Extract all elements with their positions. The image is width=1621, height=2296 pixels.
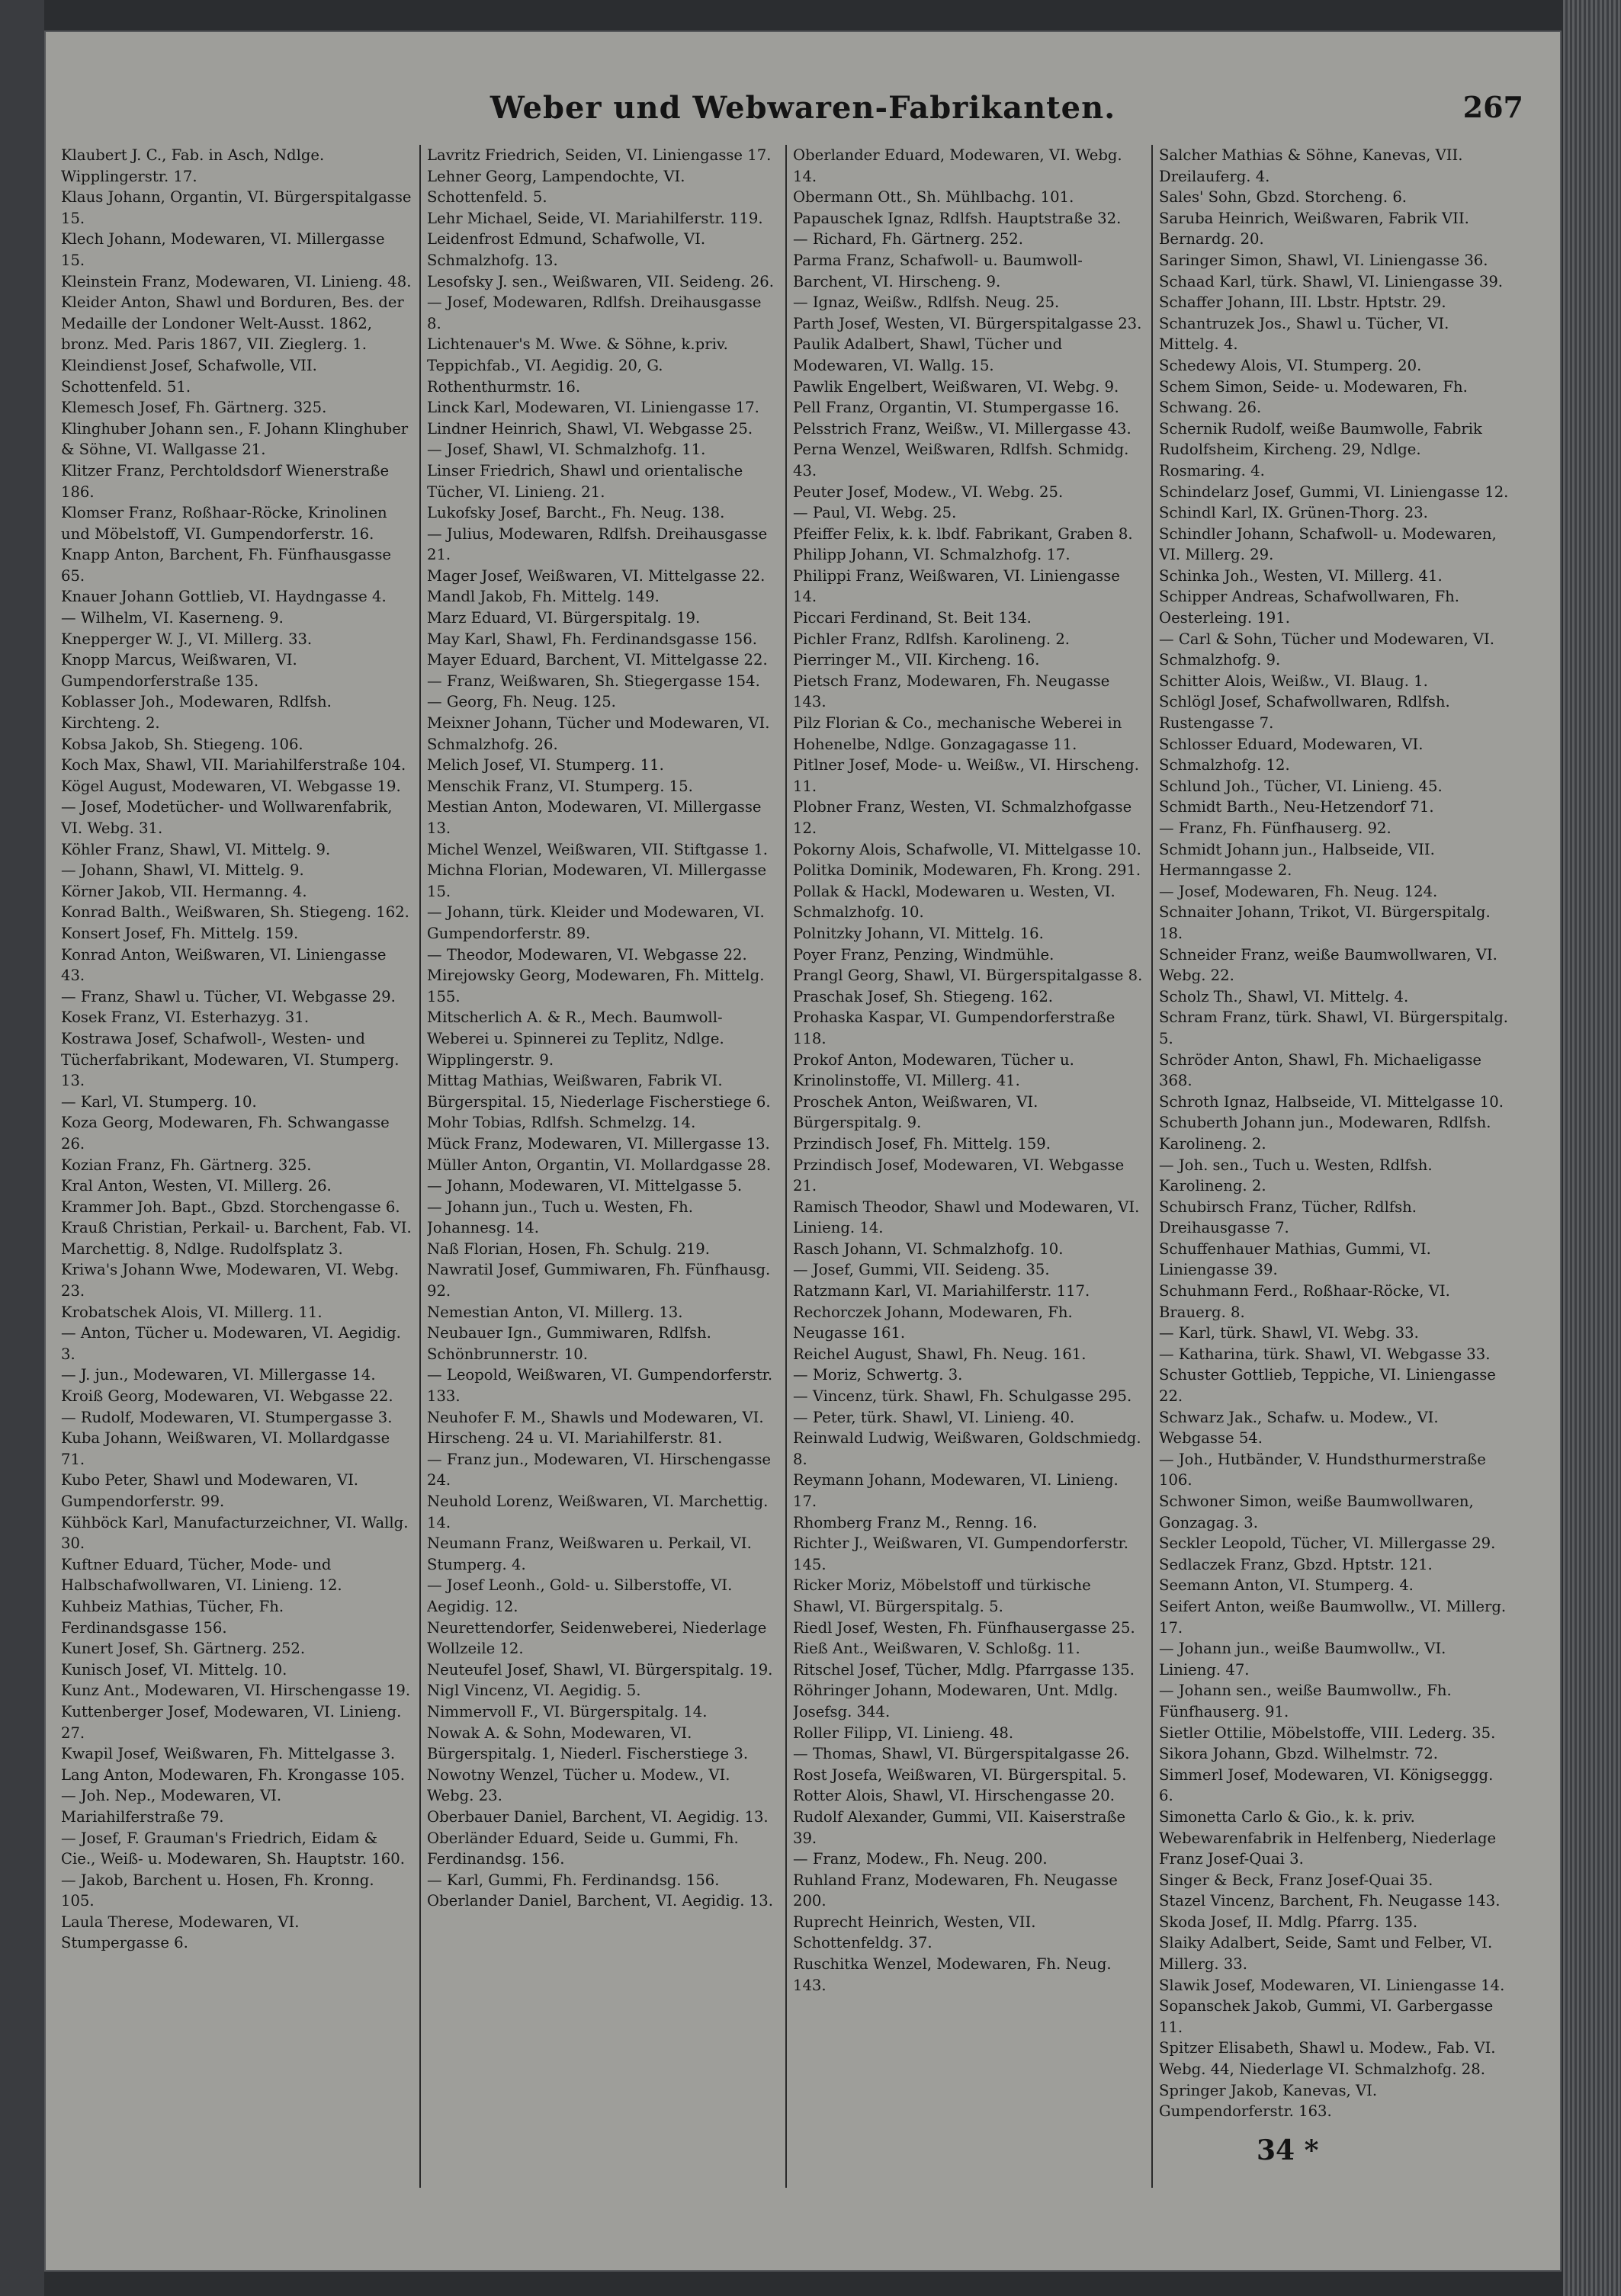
directory-entry: Schuhmann Ferd., Roßhaar-Röcke, VI. Brauerg. 8. bbox=[1159, 1282, 1450, 1321]
directory-entry: Schernik Rudolf, weiße Baumwolle, Fabrik Rudolfsheim, Kircheng. 29, Ndlge. Rosmaring. 4. bbox=[1159, 419, 1482, 479]
directory-entry: — Jakob, Barchent u. Hosen, Fh. Kronng. 105. bbox=[61, 1871, 374, 1910]
directory-entry: Knapp Anton, Barchent, Fh. Fünfhausgasse 65. bbox=[61, 546, 392, 585]
directory-entry: Parma Franz, Schafwoll- u. Baumwoll-Barchent, VI. Hirscheng. 9. bbox=[793, 251, 1083, 290]
directory-entry: Neubauer Ign., Gummiwaren, Rdlfsh. Schönbrunnerstr. 10. bbox=[427, 1324, 711, 1363]
directory-entry: Schem Simon, Seide- u. Modewaren, Fh. Schwang. 26. bbox=[1159, 377, 1468, 417]
directory-entry: Roller Filipp, VI. Linieng. 48. bbox=[793, 1724, 1014, 1742]
directory-entry: Laula Therese, Modewaren, VI. Stumpergasse 6. bbox=[61, 1913, 300, 1952]
directory-entry: Kleider Anton, Shawl und Borduren, Bes. der Medaille der Londoner Welt-Ausst. 1862, bronz. Med. Paris 1867, VII. Zieglerg. 1. bbox=[61, 293, 404, 354]
directory-entry: Reymann Johann, Modewaren, VI. Linieng. 17. bbox=[793, 1471, 1119, 1510]
directory-entry: Mittag Mathias, Weißwaren, Fabrik VI. Bürgerspital. 15, Niederlage Fischerstiege 6. bbox=[427, 1072, 771, 1111]
directory-entry: Rasch Johann, VI. Schmalzhofg. 10. bbox=[793, 1239, 1064, 1258]
directory-entry: Nigl Vincenz, VI. Aegidig. 5. bbox=[427, 1682, 641, 1700]
directory-entry: Linck Karl, Modewaren, VI. Liniengasse 17. bbox=[427, 399, 759, 417]
directory-entry: Schipper Andreas, Schafwollwaren, Fh. Oesterleing. 191. bbox=[1159, 588, 1460, 627]
directory-entry: Nemestian Anton, VI. Millerg. 13. bbox=[427, 1303, 683, 1321]
directory-entry: Poyer Franz, Penzing, Windmühle. bbox=[793, 945, 1054, 964]
directory-entry: — Richard, Fh. Gärtnerg. 252. bbox=[793, 230, 1023, 249]
directory-entry: — Julius, Modewaren, Rdlfsh. Dreihausgasse 21. bbox=[427, 524, 768, 564]
directory-entry: Schneider Franz, weiße Baumwollwaren, VI. Webg. 22. bbox=[1159, 945, 1497, 985]
directory-entry: — Karl, VI. Stumperg. 10. bbox=[61, 1092, 257, 1111]
directory-entry: Schaffer Johann, III. Lbstr. Hptstr. 29. bbox=[1159, 293, 1446, 312]
directory-entry: Plobner Franz, Westen, VI. Schmalzhofgasse 12. bbox=[793, 798, 1132, 837]
directory-entry: Reichel August, Shawl, Fh. Neug. 161. bbox=[793, 1345, 1087, 1363]
directory-entry: Nawratil Josef, Gummiwaren, Fh. Fünfhausg. 92. bbox=[427, 1261, 771, 1300]
directory-entry: — Josef, Shawl, VI. Schmalzhofg. 11. bbox=[427, 441, 706, 459]
directory-entry: Kuhbeiz Mathias, Tücher, Fh. Ferdinandsgasse 156. bbox=[61, 1597, 284, 1637]
directory-entry: Kubo Peter, Shawl und Modewaren, VI. Gumpendorferstr. 99. bbox=[61, 1471, 359, 1510]
directory-entry: Rotter Alois, Shawl, VI. Hirschengasse 20. bbox=[793, 1787, 1115, 1805]
directory-entry: Ricker Moriz, Möbelstoff und türkische Shawl, VI. Bürgerspitalg. 5. bbox=[793, 1576, 1091, 1615]
directory-entry: Knepperger W. J., VI. Millerg. 33. bbox=[61, 630, 313, 648]
directory-entry: Rhomberg Franz M., Renng. 16. bbox=[793, 1513, 1038, 1531]
directory-entry: — Josef, F. Grauman's Friedrich, Eidam & Cie., Weiß- u. Modewaren, Sh. Hauptstr. 160. bbox=[61, 1829, 405, 1868]
column-divider bbox=[419, 145, 421, 2188]
directory-entry: Stazel Vincenz, Barchent, Fh. Neugasse 143. bbox=[1159, 1892, 1501, 1910]
directory-entry: Slawik Josef, Modewaren, VI. Liniengasse 14. bbox=[1159, 1976, 1505, 1994]
directory-entry: — Johann jun., Tuch u. Westen, Fh. Johannesg. 14. bbox=[427, 1198, 694, 1237]
directory-entry: Kriwa's Johann Wwe, Modewaren, VI. Webg. 23. bbox=[61, 1261, 400, 1300]
directory-entry: Sopanschek Jakob, Gummi, VI. Garbergasse 11. bbox=[1159, 1997, 1494, 2036]
directory-entry: Röhringer Johann, Modewaren, Unt. Mdlg. Josefsg. 344. bbox=[793, 1682, 1119, 1720]
directory-entry: Pietsch Franz, Modewaren, Fh. Neugasse 143. bbox=[793, 672, 1110, 711]
directory-entry: Schlosser Eduard, Modewaren, VI. Schmalzhofg. 12. bbox=[1159, 735, 1424, 774]
directory-entry: Kuftner Eduard, Tücher, Mode- und Halbschafwollwaren, VI. Linieng. 12. bbox=[61, 1555, 342, 1595]
directory-entry: Klemesch Josef, Fh. Gärtnerg. 325. bbox=[61, 399, 327, 417]
directory-entry: Seemann Anton, VI. Stumperg. 4. bbox=[1159, 1576, 1414, 1595]
directory-entry: Mück Franz, Modewaren, VI. Millergasse 13. bbox=[427, 1134, 770, 1153]
directory-entry: Meixner Johann, Tücher und Modewaren, VI. Schmalzhofg. 26. bbox=[427, 714, 770, 753]
directory-entry: Schindler Johann, Schafwoll- u. Modewaren, VI. Millerg. 29. bbox=[1159, 524, 1497, 564]
directory-entry: — Carl & Sohn, Tücher und Modewaren, VI. Schmalzhofg. 9. bbox=[1159, 630, 1495, 669]
directory-entry: Schuffenhauer Mathias, Gummi, VI. Liniengasse 39. bbox=[1159, 1239, 1431, 1279]
directory-entry: Schindl Karl, IX. Grünen-Thorg. 23. bbox=[1159, 504, 1428, 522]
directory-entry: Michna Florian, Modewaren, VI. Millergasse 15. bbox=[427, 861, 767, 900]
directory-entry: Sedlaczek Franz, Gbzd. Hptstr. 121. bbox=[1159, 1555, 1433, 1573]
directory-entry: Rechorczek Johann, Modewaren, Fh. Neugasse 161. bbox=[793, 1303, 1073, 1342]
directory-entry: Sales' Sohn, Gbzd. Storcheng. 6. bbox=[1159, 188, 1408, 207]
directory-entry: Nowotny Wenzel, Tücher u. Modew., VI. Webg. 23. bbox=[427, 1765, 730, 1805]
directory-entry: Kwapil Josef, Weißwaren, Fh. Mittelgasse 3. bbox=[61, 1745, 396, 1763]
directory-columns bbox=[61, 145, 1533, 2203]
page-header bbox=[44, 90, 1562, 143]
directory-entry: Proschek Anton, Weißwaren, VI. Bürgerspitalg. 9. bbox=[793, 1092, 1038, 1132]
directory-entry: Peuter Josef, Modew., VI. Webg. 25. bbox=[793, 483, 1064, 501]
directory-entry: Pell Franz, Organtin, VI. Stumpergasse 16. bbox=[793, 399, 1119, 417]
directory-entry: Koblasser Joh., Modewaren, Rdlfsh. Kirchteng. 2. bbox=[61, 693, 332, 733]
directory-entry: Simmerl Josef, Modewaren, VI. Königseggg. 6. bbox=[1159, 1765, 1494, 1805]
directory-entry: Kuttenberger Josef, Modewaren, VI. Linieng. 27. bbox=[61, 1702, 402, 1742]
directory-entry: Pelsstrich Franz, Weißw., VI. Millergasse 43. bbox=[793, 419, 1131, 438]
directory-entry: Reinwald Ludwig, Weißwaren, Goldschmiedg. 8. bbox=[793, 1429, 1141, 1468]
directory-entry: Lichtenauer's M. Wwe. & Söhne, k.priv. Teppichfab., VI. Aegidig. 20, G. Rothenthurmstr. 16. bbox=[427, 335, 728, 396]
directory-entry: Seifert Anton, weiße Baumwollw., VI. Millerg. 17. bbox=[1159, 1597, 1507, 1637]
directory-entry: Krammer Joh. Bapt., Gbzd. Storchengasse 6. bbox=[61, 1198, 400, 1216]
directory-entry: Schantruzek Jos., Shawl u. Tücher, VI. Mittelg. 4. bbox=[1159, 314, 1449, 354]
directory-entry: Oberlander Eduard, Modewaren, VI. Webg. 14. bbox=[793, 146, 1122, 185]
directory-entry: Oberlander Daniel, Barchent, VI. Aegidig. 13. bbox=[427, 1892, 773, 1910]
directory-entry: Klinghuber Johann sen., F. Johann Klinghuber & Söhne, VI. Wallgasse 21. bbox=[61, 419, 409, 459]
printer-signature: 34 * bbox=[1257, 2134, 1319, 2166]
directory-entry: Oberländer Eduard, Seide u. Gummi, Fh. Ferdinandsg. 156. bbox=[427, 1829, 739, 1868]
directory-entry: — Johann jun., weiße Baumwollw., VI. Linieng. 47. bbox=[1159, 1640, 1446, 1679]
directory-entry: Schmidt Johann jun., Halbseide, VII. Hermanngasse 2. bbox=[1159, 840, 1435, 880]
directory-entry: Schlögl Josef, Schafwollwaren, Rdlfsh. Rustengasse 7. bbox=[1159, 693, 1450, 733]
directory-entry: Mestian Anton, Modewaren, VI. Millergasse 13. bbox=[427, 798, 762, 837]
directory-entry: Pichler Franz, Rdlfsh. Karolineng. 2. bbox=[793, 630, 1071, 648]
directory-entry: Schröder Anton, Shawl, Fh. Michaeligasse 368. bbox=[1159, 1050, 1481, 1090]
directory-entry: Mohr Tobias, Rdlfsh. Schmelzg. 14. bbox=[427, 1114, 696, 1132]
directory-entry: — Anton, Tücher u. Modewaren, VI. Aegidig. 3. bbox=[61, 1324, 401, 1363]
directory-entry: Michel Wenzel, Weißwaren, VII. Stiftgasse 1. bbox=[427, 840, 769, 858]
directory-entry: Schnaiter Johann, Trikot, VI. Bürgerspitalg. 18. bbox=[1159, 903, 1491, 942]
directory-entry: Neumann Franz, Weißwaren u. Perkail, VI. Stumperg. 4. bbox=[427, 1534, 752, 1573]
directory-entry: Lukofsky Josef, Barcht., Fh. Neug. 138. bbox=[427, 504, 725, 522]
directory-entry: — Franz, Weißwaren, Sh. Stiegergasse 154. bbox=[427, 672, 760, 690]
directory-entry: Knopp Marcus, Weißwaren, VI. Gumpendorferstraße 135. bbox=[61, 651, 297, 690]
directory-entry: — Paul, VI. Webg. 25. bbox=[793, 504, 957, 522]
directory-entry: Pokorny Alois, Schafwolle, VI. Mittelgasse 10. bbox=[793, 840, 1141, 858]
directory-entry: Schubirsch Franz, Tücher, Rdlfsh. Dreihausgasse 7. bbox=[1159, 1198, 1417, 1237]
directory-entry: — Moriz, Schwertg. 3. bbox=[793, 1366, 963, 1384]
directory-entry: Kuba Johann, Weißwaren, VI. Mollardgasse 71. bbox=[61, 1429, 390, 1468]
directory-entry: Nimmervoll F., VI. Bürgerspitalg. 14. bbox=[427, 1702, 708, 1720]
directory-entry: — Vincenz, türk. Shawl, Fh. Schulgasse 295. bbox=[793, 1387, 1132, 1406]
directory-entry: — Joh., Hutbänder, V. Hundsthurmerstraße 106. bbox=[1159, 1450, 1486, 1490]
directory-entry: Obermann Ott., Sh. Mühlbachg. 101. bbox=[793, 188, 1074, 207]
directory-entry: Mitscherlich A. & R., Mech. Baumwoll-Weberei u. Spinnerei zu Teplitz, Ndlge. Wipplingerstr. 9. bbox=[427, 1009, 724, 1069]
directory-entry: Klomser Franz, Roßhaar-Röcke, Krinolinen und Möbelstoff, VI. Gumpendorferstr. 16. bbox=[61, 504, 387, 543]
directory-entry: — Karl, Gummi, Fh. Ferdinandsg. 156. bbox=[427, 1871, 720, 1889]
directory-entry: Lavritz Friedrich, Seiden, VI. Liniengasse 17. bbox=[427, 146, 772, 164]
directory-entry: Polnitzky Johann, VI. Mittelg. 16. bbox=[793, 924, 1044, 942]
directory-entry: Philippi Franz, Weißwaren, VI. Liniengasse 14. bbox=[793, 566, 1120, 606]
directory-entry: Ruschitka Wenzel, Modewaren, Fh. Neug. 143. bbox=[793, 1955, 1112, 1994]
directory-entry: Mirejowsky Georg, Modewaren, Fh. Mittelg. 155. bbox=[427, 967, 765, 1005]
directory-entry: Perna Wenzel, Weißwaren, Rdlfsh. Schmidg. 43. bbox=[793, 441, 1129, 479]
column-3 bbox=[793, 145, 1144, 2173]
directory-entry: Rudolf Alexander, Gummi, VII. Kaiserstraße 39. bbox=[793, 1807, 1126, 1847]
directory-entry: Lindner Heinrich, Shawl, VI. Webgasse 25. bbox=[427, 419, 753, 438]
directory-entry: Krauß Christian, Perkail- u. Barchent, Fab. VI. Marchettig. 8, Ndlge. Rudolfsplatz 3. bbox=[61, 1219, 412, 1258]
directory-entry: Neuhofer F. M., Shawls und Modewaren, VI. Hirscheng. 24 u. VI. Mariahilferstr. 81. bbox=[427, 1408, 764, 1448]
directory-entry: Prohaska Kaspar, VI. Gumpendorferstraße 118. bbox=[793, 1009, 1115, 1047]
directory-entry: — Josef, Modewaren, Rdlfsh. Dreihausgasse 8. bbox=[427, 293, 762, 332]
directory-entry: May Karl, Shawl, Fh. Ferdinandsgasse 156. bbox=[427, 630, 757, 648]
directory-entry: Riedl Josef, Westen, Fh. Fünfhausergasse 25. bbox=[793, 1618, 1135, 1637]
directory-entry: Klech Johann, Modewaren, VI. Millergasse 15. bbox=[61, 230, 385, 269]
directory-entry: Mager Josef, Weißwaren, VI. Mittelgasse 22. bbox=[427, 566, 766, 585]
directory-entry: Spitzer Elisabeth, Shawl u. Modew., Fab. VI. Webg. 44, Niederlage VI. Schmalzhofg. 28. bbox=[1159, 2039, 1496, 2079]
directory-entry: Pawlik Engelbert, Weißwaren, VI. Webg. 9. bbox=[793, 377, 1119, 396]
directory-entry: Körner Jakob, VII. Hermanng. 4. bbox=[61, 882, 307, 900]
column-4 bbox=[1159, 145, 1510, 2173]
directory-entry: — Karl, türk. Shawl, VI. Webg. 33. bbox=[1159, 1324, 1419, 1342]
directory-entry: Sikora Johann, Gbzd. Wilhelmstr. 72. bbox=[1159, 1745, 1438, 1763]
directory-entry: Kleindienst Josef, Schafwolle, VII. Schottenfeld. 51. bbox=[61, 356, 317, 396]
directory-entry: Krobatschek Alois, VI. Millerg. 11. bbox=[61, 1303, 323, 1321]
directory-entry: Oberbauer Daniel, Barchent, VI. Aegidig. 13. bbox=[427, 1807, 769, 1826]
directory-entry: Papauschek Ignaz, Rdlfsh. Hauptstraße 32. bbox=[793, 209, 1122, 227]
directory-entry: Kozian Franz, Fh. Gärtnerg. 325. bbox=[61, 1156, 312, 1174]
directory-entry: Klitzer Franz, Perchtoldsdorf Wienerstraße 186. bbox=[61, 461, 390, 501]
directory-entry: Sietler Ottilie, Möbelstoffe, VIII. Lederg. 35. bbox=[1159, 1724, 1496, 1742]
page-title: Weber und Webwaren-Fabrikanten. bbox=[490, 90, 1116, 126]
directory-entry: Köhler Franz, Shawl, VI. Mittelg. 9. bbox=[61, 840, 331, 858]
directory-entry: Lesofsky J. sen., Weißwaren, VII. Seideng. 26. bbox=[427, 272, 774, 290]
directory-entry: — Peter, türk. Shawl, VI. Linieng. 40. bbox=[793, 1408, 1075, 1426]
directory-entry: Koch Max, Shawl, VII. Mariahilferstraße 104. bbox=[61, 756, 406, 774]
directory-entry: Kosek Franz, VI. Esterhazyg. 31. bbox=[61, 1009, 310, 1027]
directory-entry: Pierringer M., VII. Kircheng. 16. bbox=[793, 651, 1040, 669]
directory-entry: Schuberth Johann jun., Modewaren, Rdlfsh. Karolineng. 2. bbox=[1159, 1114, 1491, 1153]
directory-entry: Lehner Georg, Lampendochte, VI. Schottenfeld. 5. bbox=[427, 167, 685, 207]
directory-entry: Pitlner Josef, Mode- u. Weißw., VI. Hirscheng. 11. bbox=[793, 756, 1139, 795]
directory-entry: Ruprecht Heinrich, Westen, VII. Schottenfeldg. 37. bbox=[793, 1913, 1036, 1952]
column-divider bbox=[1151, 145, 1153, 2188]
directory-entry: Politka Dominik, Modewaren, Fh. Krong. 291. bbox=[793, 861, 1141, 880]
directory-entry: — Georg, Fh. Neug. 125. bbox=[427, 693, 616, 711]
directory-entry: — Johann, Modewaren, VI. Mittelgasse 5. bbox=[427, 1177, 743, 1195]
directory-entry: Pilz Florian & Co., mechanische Weberei in Hohenelbe, Ndlge. Gonzagagasse 11. bbox=[793, 714, 1122, 753]
directory-entry: Skoda Josef, II. Mdlg. Pfarrg. 135. bbox=[1159, 1913, 1418, 1931]
column-divider bbox=[785, 145, 787, 2188]
directory-entry: — Theodor, Modewaren, VI. Webgasse 22. bbox=[427, 945, 747, 964]
directory-entry: Simonetta Carlo & Gio., k. k. priv. Webewarenfabrik in Helfenberg, Niederlage Franz Josef-Quai 3. bbox=[1159, 1807, 1497, 1868]
directory-entry: Lehr Michael, Seide, VI. Mariahilferstr. 119. bbox=[427, 209, 763, 227]
directory-entry: Melich Josef, VI. Stumperg. 11. bbox=[427, 756, 664, 774]
directory-entry: Schmidt Barth., Neu-Hetzendorf 71. bbox=[1159, 798, 1434, 816]
directory-entry: Saringer Simon, Shawl, VI. Liniengasse 36. bbox=[1159, 251, 1488, 269]
directory-entry: Schroth Ignaz, Halbseide, VI. Mittelgasse 10. bbox=[1159, 1092, 1504, 1111]
directory-entry: Przindisch Josef, Fh. Mittelg. 159. bbox=[793, 1134, 1051, 1153]
directory-entry: Neurettendorfer, Seidenweberei, Niederlage Wollzeile 12. bbox=[427, 1618, 767, 1658]
directory-entry: — Josef, Gummi, VII. Seideng. 35. bbox=[793, 1261, 1050, 1279]
directory-entry: — Thomas, Shawl, VI. Bürgerspitalgasse 26. bbox=[793, 1745, 1130, 1763]
directory-entry: — Joh. sen., Tuch u. Westen, Rdlfsh. Karolineng. 2. bbox=[1159, 1156, 1433, 1195]
page-edges bbox=[1563, 0, 1621, 2296]
directory-entry: — Joh. Nep., Modewaren, VI. Mariahilferstraße 79. bbox=[61, 1787, 282, 1826]
directory-entry: Schuster Gottlieb, Teppiche, VI. Liniengasse 22. bbox=[1159, 1366, 1496, 1406]
directory-entry: — Rudolf, Modewaren, VI. Stumpergasse 3. bbox=[61, 1408, 393, 1426]
directory-entry: Knauer Johann Gottlieb, VI. Haydngasse 4. bbox=[61, 588, 387, 606]
directory-entry: Klaubert J. C., Fab. in Asch, Ndlge. Wipplingerstr. 17. bbox=[61, 146, 325, 185]
directory-page bbox=[44, 30, 1562, 2272]
directory-entry: Ratzmann Karl, VI. Mariahilferstr. 117. bbox=[793, 1282, 1090, 1300]
directory-entry: Kunz Ant., Modewaren, VI. Hirschengasse 19. bbox=[61, 1682, 411, 1700]
directory-entry: Kögel August, Modewaren, VI. Webgasse 19. bbox=[61, 777, 401, 795]
directory-entry: Kral Anton, Westen, VI. Millerg. 26. bbox=[61, 1177, 332, 1195]
directory-entry: — Josef Leonh., Gold- u. Silberstoffe, VI. Aegidig. 12. bbox=[427, 1576, 733, 1615]
directory-entry: Kleinstein Franz, Modewaren, VI. Linieng. 48. bbox=[61, 272, 412, 290]
directory-entry: Konrad Balth., Weißwaren, Sh. Stiegeng. 162. bbox=[61, 903, 409, 922]
directory-entry: Mayer Eduard, Barchent, VI. Mittelgasse 22. bbox=[427, 651, 768, 669]
directory-entry: Schlund Joh., Tücher, VI. Linieng. 45. bbox=[1159, 777, 1443, 795]
directory-entry: Ruhland Franz, Modewaren, Fh. Neugasse 200. bbox=[793, 1871, 1118, 1910]
column-1 bbox=[61, 145, 412, 2173]
directory-entry: Mandl Jakob, Fh. Mittelg. 149. bbox=[427, 588, 660, 606]
directory-entry: Kostrawa Josef, Schafwoll-, Westen- und Tücherfabrikant, Modewaren, VI. Stumperg. 13. bbox=[61, 1029, 400, 1090]
directory-entry: Konrad Anton, Weißwaren, VI. Liniengasse 43. bbox=[61, 945, 387, 985]
column-2 bbox=[427, 145, 778, 2173]
directory-entry: Schaad Karl, türk. Shawl, VI. Liniengasse 39. bbox=[1159, 272, 1504, 290]
directory-entry: Marz Eduard, VI. Bürgerspitalg. 19. bbox=[427, 609, 701, 627]
book-spine-shadow bbox=[0, 0, 44, 2296]
directory-entry: Parth Josef, Westen, VI. Bürgerspitalgasse 23. bbox=[793, 314, 1142, 332]
directory-entry: Schram Franz, türk. Shawl, VI. Bürgerspitalg. 5. bbox=[1159, 1009, 1509, 1047]
directory-entry: — Ignaz, Weißw., Rdlfsh. Neug. 25. bbox=[793, 293, 1060, 312]
directory-entry: — Josef, Modetücher- und Wollwarenfabrik, VI. Webg. 31. bbox=[61, 798, 393, 837]
directory-entry: Richter J., Weißwaren, VI. Gumpendorferstr. 145. bbox=[793, 1534, 1128, 1573]
directory-entry: Philipp Johann, VI. Schmalzhofg. 17. bbox=[793, 546, 1071, 564]
directory-entry: Ramisch Theodor, Shawl und Modewaren, VI. Linieng. 14. bbox=[793, 1198, 1140, 1237]
directory-entry: Przindisch Josef, Modewaren, VI. Webgasse 21. bbox=[793, 1156, 1125, 1195]
directory-entry: — Franz, Fh. Fünfhauserg. 92. bbox=[1159, 819, 1391, 837]
directory-entry: Seckler Leopold, Tücher, VI. Millergasse 29. bbox=[1159, 1534, 1496, 1553]
directory-entry: — Johann, türk. Kleider und Modewaren, VI. Gumpendorferstr. 89. bbox=[427, 903, 765, 942]
directory-entry: Menschik Franz, VI. Stumperg. 15. bbox=[427, 777, 693, 795]
directory-entry: Piccari Ferdinand, St. Beit 134. bbox=[793, 609, 1032, 627]
directory-entry: Kroiß Georg, Modewaren, VI. Webgasse 22. bbox=[61, 1387, 393, 1406]
directory-entry: Neuhold Lorenz, Weißwaren, VI. Marchettig. 14. bbox=[427, 1493, 769, 1531]
directory-entry: Prangl Georg, Shawl, VI. Bürgerspitalgasse 8. bbox=[793, 967, 1143, 985]
directory-entry: — Franz, Shawl u. Tücher, VI. Webgasse 29. bbox=[61, 987, 396, 1005]
directory-entry: Neuteufel Josef, Shawl, VI. Bürgerspitalg. 19. bbox=[427, 1660, 773, 1679]
directory-entry: Naß Florian, Hosen, Fh. Schulg. 219. bbox=[427, 1239, 710, 1258]
directory-entry: Pfeiffer Felix, k. k. lbdf. Fabrikant, Graben 8. bbox=[793, 524, 1133, 543]
directory-entry: — Leopold, Weißwaren, VI. Gumpendorferstr. 133. bbox=[427, 1366, 773, 1406]
directory-entry: Kunisch Josef, VI. Mittelg. 10. bbox=[61, 1660, 287, 1679]
directory-entry: Rieß Ant., Weißwaren, V. Schloßg. 11. bbox=[793, 1640, 1080, 1658]
directory-entry: — Johann, Shawl, VI. Mittelg. 9. bbox=[61, 861, 304, 880]
directory-entry: Prokof Anton, Modewaren, Tücher u. Krinolinstoffe, VI. Millerg. 41. bbox=[793, 1050, 1074, 1090]
directory-entry: — Franz, Modew., Fh. Neug. 200. bbox=[793, 1850, 1048, 1868]
directory-entry: Praschak Josef, Sh. Stiegeng. 162. bbox=[793, 987, 1054, 1005]
directory-entry: Paulik Adalbert, Shawl, Tücher und Modewaren, VI. Wallg. 15. bbox=[793, 335, 1063, 374]
directory-entry: Schitter Alois, Weißw., VI. Blaug. 1. bbox=[1159, 672, 1428, 690]
directory-entry: — Johann sen., weiße Baumwollw., Fh. Fünfhauserg. 91. bbox=[1159, 1682, 1452, 1720]
directory-entry: Schwarz Jak., Schafw. u. Modew., VI. Webgasse 54. bbox=[1159, 1408, 1439, 1448]
directory-entry: Singer & Beck, Franz Josef-Quai 35. bbox=[1159, 1871, 1433, 1889]
directory-entry: Schedewy Alois, VI. Stumperg. 20. bbox=[1159, 356, 1422, 374]
directory-entry: Rost Josefa, Weißwaren, VI. Bürgerspital. 5. bbox=[793, 1765, 1127, 1784]
directory-entry: Müller Anton, Organtin, VI. Mollardgasse 28. bbox=[427, 1156, 772, 1174]
page-number: 267 bbox=[1462, 90, 1523, 124]
directory-entry: Springer Jakob, Kanevas, VI. Gumpendorferstr. 163. bbox=[1159, 2081, 1378, 2121]
directory-entry: — Franz jun., Modewaren, VI. Hirschengasse 24. bbox=[427, 1450, 771, 1490]
directory-entry: Schindelarz Josef, Gummi, VI. Liniengasse 12. bbox=[1159, 483, 1509, 501]
directory-entry: Linser Friedrich, Shawl und orientalische Tücher, VI. Linieng. 21. bbox=[427, 461, 743, 501]
directory-entry: Scholz Th., Shawl, VI. Mittelg. 4. bbox=[1159, 987, 1409, 1005]
directory-entry: Nowak A. & Sohn, Modewaren, VI. Bürgerspitalg. 1, Niederl. Fischerstiege 3. bbox=[427, 1724, 749, 1763]
directory-entry: Slaiky Adalbert, Seide, Samt und Felber, VI. Millerg. 33. bbox=[1159, 1934, 1493, 1974]
directory-entry: Salcher Mathias & Söhne, Kanevas, VII. Dreilauferg. 4. bbox=[1159, 146, 1463, 185]
directory-entry: Kunert Josef, Sh. Gärtnerg. 252. bbox=[61, 1640, 306, 1658]
directory-entry: — J. jun., Modewaren, VI. Millergasse 14. bbox=[61, 1366, 376, 1384]
directory-entry: — Josef, Modewaren, Fh. Neug. 124. bbox=[1159, 882, 1438, 900]
directory-entry: Kobsa Jakob, Sh. Stiegeng. 106. bbox=[61, 735, 303, 753]
directory-entry: Koza Georg, Modewaren, Fh. Schwangasse 26. bbox=[61, 1114, 390, 1153]
directory-entry: Saruba Heinrich, Weißwaren, Fabrik VII. Bernardg. 20. bbox=[1159, 209, 1469, 249]
directory-entry: Klaus Johann, Organtin, VI. Bürgerspitalgasse 15. bbox=[61, 188, 412, 227]
directory-entry: Konsert Josef, Fh. Mittelg. 159. bbox=[61, 924, 299, 942]
directory-entry: Pollak & Hackl, Modewaren u. Westen, VI. Schmalzhofg. 10. bbox=[793, 882, 1115, 922]
directory-entry: Schwoner Simon, weiße Baumwollwaren, Gonzagag. 3. bbox=[1159, 1493, 1474, 1531]
directory-entry: Leidenfrost Edmund, Schafwolle, VI. Schmalzhofg. 13. bbox=[427, 230, 706, 269]
directory-entry: — Wilhelm, VI. Kaserneng. 9. bbox=[61, 609, 284, 627]
directory-entry: — Katharina, türk. Shawl, VI. Webgasse 33. bbox=[1159, 1345, 1491, 1363]
directory-entry: Ritschel Josef, Tücher, Mdlg. Pfarrgasse 135. bbox=[793, 1660, 1135, 1679]
directory-entry: Schinka Joh., Westen, VI. Millerg. 41. bbox=[1159, 566, 1443, 585]
directory-entry: Lang Anton, Modewaren, Fh. Krongasse 105. bbox=[61, 1765, 405, 1784]
directory-entry: Kühböck Karl, Manufacturzeichner, VI. Wallg. 30. bbox=[61, 1513, 409, 1553]
